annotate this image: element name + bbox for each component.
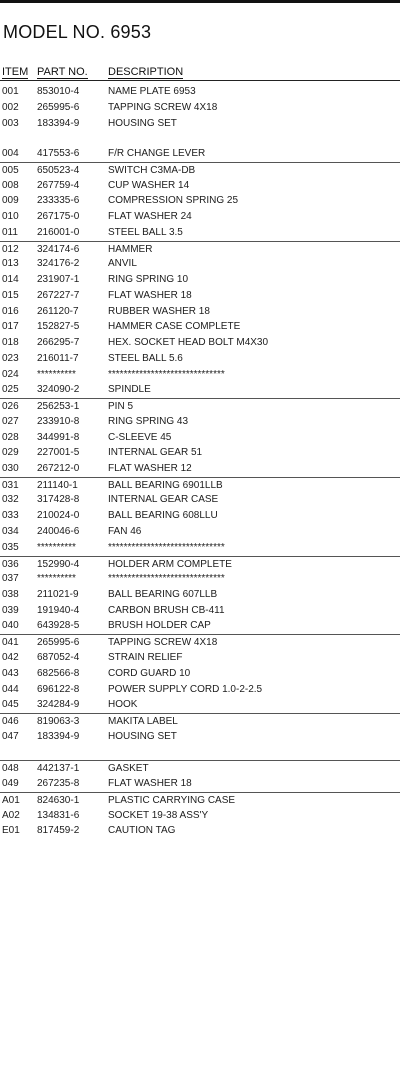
table-row: [0, 225, 400, 241]
part-number: 240046-6: [37, 526, 80, 537]
table-row: [0, 351, 400, 367]
part-number: 442137-1: [37, 763, 80, 774]
table-row: [0, 634, 400, 651]
part-description: BALL BEARING 608LLU: [108, 510, 218, 521]
part-number: 682566-8: [37, 668, 80, 679]
table-row: [0, 288, 400, 304]
item-number: 003: [2, 118, 19, 129]
part-description: RING SPRING 43: [108, 416, 189, 427]
table-row: [0, 319, 400, 335]
table-row: [0, 116, 400, 132]
part-number: 824630-1: [37, 795, 80, 806]
part-number: 134831-6: [37, 810, 80, 821]
part-description: F/R CHANGE LEVER: [108, 148, 206, 159]
item-number: 037: [2, 573, 19, 584]
part-description: CARBON BRUSH CB-411: [108, 605, 225, 616]
item-number: 029: [2, 447, 19, 458]
table-row: [0, 272, 400, 288]
table-row: [0, 618, 400, 634]
part-description: GASKET: [108, 763, 149, 774]
item-number: 036: [2, 559, 19, 570]
item-number: 024: [2, 369, 19, 380]
table-row: [0, 84, 400, 100]
part-description: HOLDER ARM COMPLETE: [108, 559, 232, 570]
item-number: 041: [2, 637, 19, 648]
table-row: [0, 492, 400, 508]
table-row: [0, 760, 400, 777]
item-number: 047: [2, 731, 19, 742]
part-number: 267759-4: [37, 180, 80, 191]
part-number: 216011-7: [37, 353, 79, 364]
table-row: [0, 335, 400, 351]
part-number: 324090-2: [37, 384, 80, 395]
item-number: 004: [2, 148, 19, 159]
part-number: 211021-9: [37, 589, 79, 600]
item-number: 032: [2, 494, 19, 505]
part-description: NAME PLATE 6953: [108, 86, 196, 97]
table-row: [0, 650, 400, 666]
table-row: [0, 178, 400, 194]
table-row: [0, 398, 400, 415]
table-row: [0, 808, 400, 824]
item-number: 010: [2, 211, 19, 222]
part-number: 183394-9: [37, 731, 80, 742]
item-number: E01: [2, 825, 20, 836]
part-number: 344991-8: [37, 432, 80, 443]
item-number: 001: [2, 86, 19, 97]
item-number: 034: [2, 526, 19, 537]
table-row: [0, 603, 400, 619]
part-description: PIN 5: [108, 401, 134, 412]
table-row: [0, 587, 400, 603]
table-row: [0, 445, 400, 461]
part-number: 317428-8: [37, 494, 80, 505]
part-number: 324284-9: [37, 699, 80, 710]
table-row: [0, 414, 400, 430]
part-number: 324174-6: [37, 244, 80, 255]
part-description: CUP WASHER 14: [108, 180, 190, 191]
item-number: 016: [2, 306, 19, 317]
part-number: 696122-8: [37, 684, 80, 695]
table-row: [0, 524, 400, 540]
table-row: [0, 304, 400, 320]
item-number: A01: [2, 795, 20, 806]
part-description: TAPPING SCREW 4X18: [108, 637, 218, 648]
table-header: [0, 66, 400, 80]
table-row: [0, 162, 400, 179]
item-number: 009: [2, 195, 19, 206]
part-number: 853010-4: [37, 86, 80, 97]
item-number: 014: [2, 274, 19, 285]
part-number: 643928-5: [37, 620, 80, 631]
header-divider: [0, 80, 400, 81]
part-description: STRAIN RELIEF: [108, 652, 183, 663]
table-row: [0, 193, 400, 209]
part-description: SOCKET 19-38 ASS'Y: [108, 810, 209, 821]
part-number: 266295-7: [37, 337, 80, 348]
table-row: [0, 776, 400, 792]
part-number: **********: [37, 542, 76, 553]
part-number: 152827-5: [37, 321, 80, 332]
item-number: 018: [2, 337, 19, 348]
item-number: 030: [2, 463, 19, 474]
part-number: 324176-2: [37, 258, 80, 269]
part-number: 233910-8: [37, 416, 80, 427]
part-number: 265995-6: [37, 102, 80, 113]
part-description: BRUSH HOLDER CAP: [108, 620, 211, 631]
table-row: [0, 256, 400, 272]
item-number: 012: [2, 244, 19, 255]
item-number: 008: [2, 180, 19, 191]
table-row: [0, 666, 400, 682]
item-number: 005: [2, 165, 19, 176]
part-number: 817459-2: [37, 825, 80, 836]
part-number: 256253-1: [37, 401, 80, 412]
item-number: 027: [2, 416, 19, 427]
part-description: INTERNAL GEAR CASE: [108, 494, 219, 505]
item-number: 038: [2, 589, 19, 600]
part-number: 267235-8: [37, 778, 80, 789]
table-row: [0, 367, 400, 383]
header-description: DESCRIPTION: [108, 66, 184, 78]
part-number: 231907-1: [37, 274, 80, 285]
item-number: 040: [2, 620, 19, 631]
part-description: HOOK: [108, 699, 138, 710]
part-description: RUBBER WASHER 18: [108, 306, 210, 317]
table-row: [0, 430, 400, 446]
item-number: 043: [2, 668, 19, 679]
part-description: STEEL BALL 3.5: [108, 227, 183, 238]
table-row: [0, 823, 400, 839]
part-description: ******************************: [108, 573, 225, 584]
item-number: 045: [2, 699, 19, 710]
table-row: [0, 382, 400, 398]
part-number: 183394-9: [37, 118, 80, 129]
part-description: ANVIL: [108, 258, 137, 269]
page-title: MODEL NO. 6953: [3, 22, 152, 42]
item-number: 048: [2, 763, 19, 774]
part-number: 267212-0: [37, 463, 80, 474]
item-number: 013: [2, 258, 19, 269]
header-item: ITEM: [2, 66, 29, 78]
part-number: 267227-7: [37, 290, 80, 301]
table-row: [0, 697, 400, 713]
part-description: MAKITA LABEL: [108, 716, 178, 727]
header-part-no: PART NO.: [37, 66, 88, 78]
part-number: 417553-6: [37, 148, 80, 159]
item-number: 015: [2, 290, 19, 301]
part-description: ******************************: [108, 369, 225, 380]
part-description: BALL BEARING 607LLB: [108, 589, 218, 600]
item-number: 031: [2, 480, 19, 491]
part-description: C-SLEEVE 45: [108, 432, 172, 443]
part-description: FLAT WASHER 18: [108, 290, 192, 301]
part-description: HOUSING SET: [108, 731, 177, 742]
part-description: STEEL BALL 5.6: [108, 353, 183, 364]
table-row: [0, 682, 400, 698]
part-number: 227001-5: [37, 447, 80, 458]
item-number: 023: [2, 353, 19, 364]
table-row: [0, 461, 400, 477]
part-description: CORD GUARD 10: [108, 668, 191, 679]
part-number: 233335-6: [37, 195, 80, 206]
item-number: 026: [2, 401, 19, 412]
part-number: 216001-0: [37, 227, 80, 238]
table-row: [0, 100, 400, 116]
item-number: 049: [2, 778, 19, 789]
part-description: POWER SUPPLY CORD 1.0-2-2.5: [108, 684, 263, 695]
part-number: 265995-6: [37, 637, 80, 648]
part-number: 191940-4: [37, 605, 80, 616]
item-number: 025: [2, 384, 19, 395]
part-description: HAMMER CASE COMPLETE: [108, 321, 241, 332]
table-row: [0, 508, 400, 524]
part-description: RING SPRING 10: [108, 274, 189, 285]
table-row: [0, 146, 400, 162]
part-number: 152990-4: [37, 559, 80, 570]
part-description: SWITCH C3MA-DB: [108, 165, 196, 176]
part-number: **********: [37, 573, 76, 584]
part-number: 819063-3: [37, 716, 80, 727]
top-border: [0, 0, 400, 3]
part-number: 650523-4: [37, 165, 80, 176]
part-description: FLAT WASHER 12: [108, 463, 192, 474]
part-description: TAPPING SCREW 4X18: [108, 102, 218, 113]
part-description: HAMMER: [108, 244, 153, 255]
part-number: **********: [37, 369, 76, 380]
item-number: 033: [2, 510, 19, 521]
table-row: [0, 540, 400, 556]
item-number: 028: [2, 432, 19, 443]
part-description: PLASTIC CARRYING CASE: [108, 795, 236, 806]
item-number: A02: [2, 810, 20, 821]
part-number: 211140-1: [37, 480, 78, 491]
part-description: ******************************: [108, 542, 225, 553]
part-number: 267175-0: [37, 211, 80, 222]
part-description: HOUSING SET: [108, 118, 177, 129]
part-description: SPINDLE: [108, 384, 151, 395]
item-number: 044: [2, 684, 19, 695]
item-number: 046: [2, 716, 19, 727]
part-number: 210024-0: [37, 510, 80, 521]
part-description: CAUTION TAG: [108, 825, 176, 836]
table-row: [0, 209, 400, 225]
table-row: [0, 792, 400, 809]
part-number: 261120-7: [37, 306, 79, 317]
item-number: 039: [2, 605, 19, 616]
item-number: 017: [2, 321, 19, 332]
item-number: 035: [2, 542, 19, 553]
item-number: 011: [2, 227, 18, 238]
part-number: 687052-4: [37, 652, 80, 663]
part-description: FAN 46: [108, 526, 142, 537]
table-row: [0, 571, 400, 587]
part-description: BALL BEARING 6901LLB: [108, 480, 223, 491]
part-description: COMPRESSION SPRING 25: [108, 195, 239, 206]
part-description: FLAT WASHER 18: [108, 778, 192, 789]
item-number: 042: [2, 652, 19, 663]
part-description: HEX. SOCKET HEAD BOLT M4X30: [108, 337, 269, 348]
part-description: INTERNAL GEAR 51: [108, 447, 203, 458]
table-row: [0, 729, 400, 745]
part-description: FLAT WASHER 24: [108, 211, 192, 222]
table-row: [0, 713, 400, 730]
item-number: 002: [2, 102, 19, 113]
